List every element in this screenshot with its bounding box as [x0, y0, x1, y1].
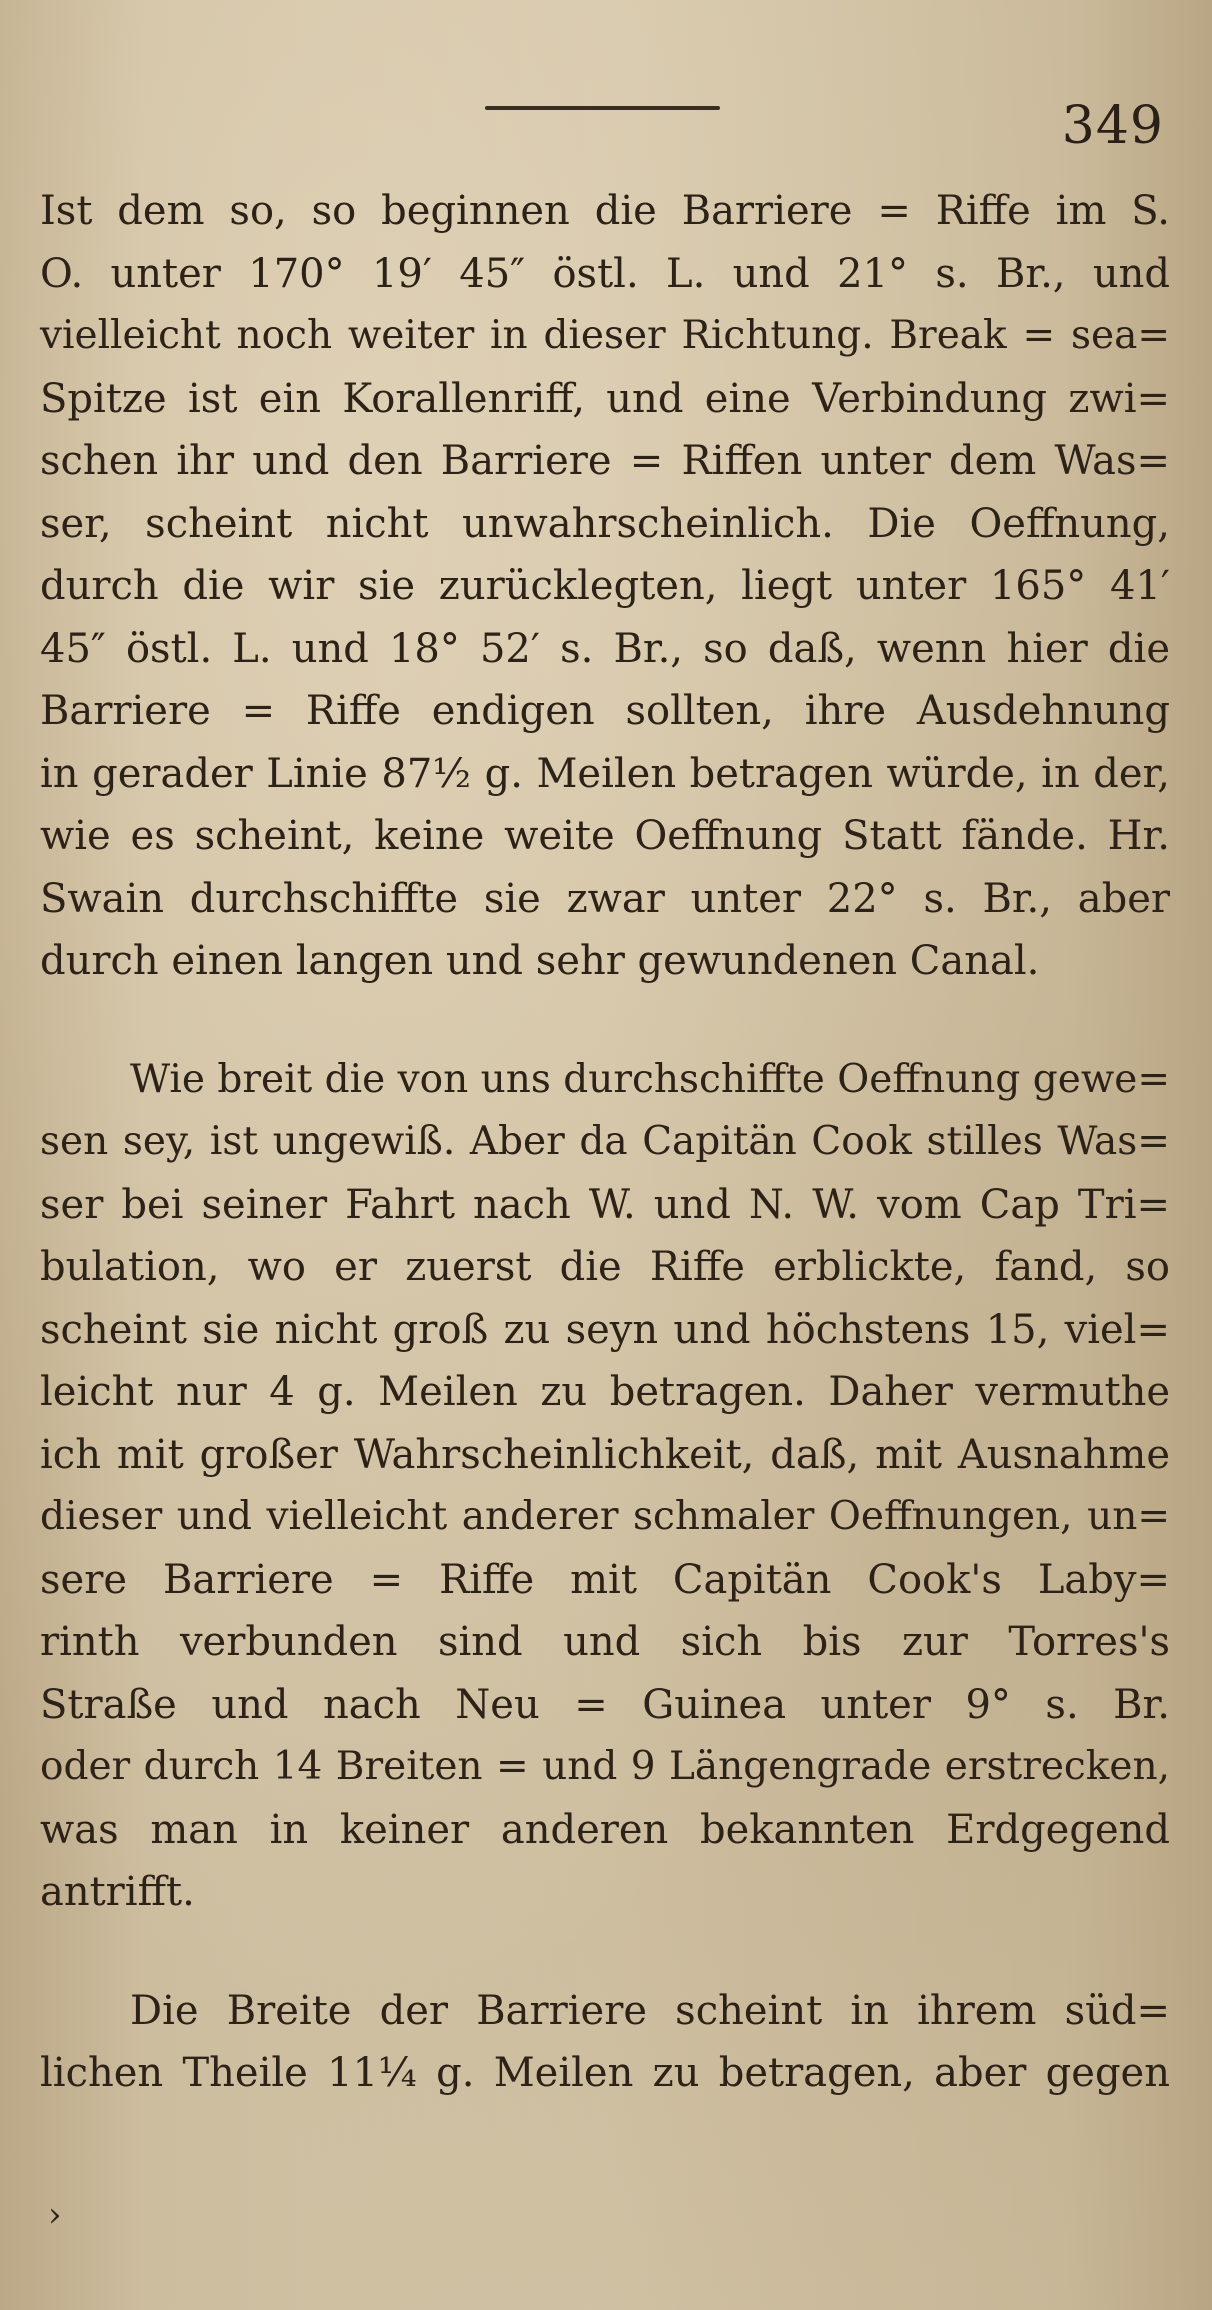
- paragraph-3: [40, 1980, 1170, 2105]
- body-text: [40, 180, 1170, 2105]
- text-line: Swain durchschiffte sie zwar unter 22° s. Br., aber: [40, 875, 1170, 922]
- text-line: wie es scheint, keine weite Oeffnung Statt fände. Hr.: [40, 813, 1170, 859]
- text-line: in gerader Linie 87½ g. Meilen betragen würde, in der,: [40, 750, 1170, 797]
- text-line: bulation, wo er zuerst die Riffe erblickte, fand, so: [40, 1244, 1170, 1290]
- text-line: durch die wir sie zurücklegten, liegt unter 165° 41′: [40, 563, 1170, 609]
- text-line: Die Breite der Barriere scheint in ihrem süd=: [130, 1987, 1170, 2034]
- paragraph-gap: [40, 1924, 1170, 1980]
- text-line: Ist dem so, so beginnen die Barriere = Riffe im S.: [40, 188, 1170, 234]
- paragraph-gap: [40, 993, 1170, 1049]
- text-line: Spitze ist ein Korallenriff, und eine Verbindung zwi=: [40, 375, 1170, 422]
- paragraph-1: [40, 180, 1170, 993]
- page-number: 349: [1061, 96, 1164, 156]
- text-line: ser, scheint nicht unwahrscheinlich. Die Oeffnung,: [40, 500, 1170, 547]
- text-line: leicht nur 4 g. Meilen zu betragen. Daher vermuthe: [40, 1369, 1170, 1415]
- text-line: was man in keiner anderen bekannten Erdgegend: [40, 1806, 1170, 1853]
- text-line: lichen Theile 11¼ g. Meilen zu betragen, aber gegen: [40, 2050, 1170, 2096]
- text-line: Wie breit die von uns durchschiffte Oeffnung gewe=: [130, 1056, 1170, 1102]
- header-rule: [485, 106, 720, 110]
- text-line: schen ihr und den Barriere = Riffen unter dem Was=: [40, 438, 1170, 484]
- text-line: sere Barriere = Riffe mit Capitän Cook's Laby=: [40, 1556, 1170, 1603]
- text-line: 45″ östl. L. und 18° 52′ s. Br., so daß, wenn hier die: [40, 625, 1170, 672]
- text-line: Straße und nach Neu = Guinea unter 9° s. Br.: [40, 1681, 1170, 1728]
- text-line: rinth verbunden sind und sich bis zur Torres's: [40, 1619, 1170, 1665]
- text-line: vielleicht noch weiter in dieser Richtung. Break = sea=: [40, 313, 1170, 358]
- paragraph-2: [40, 1049, 1170, 1924]
- text-line: O. unter 170° 19′ 45″ östl. L. und 21° s. Br., und: [40, 250, 1170, 297]
- text-line: ser bei seiner Fahrt nach W. und N. W. vom Cap Tri=: [40, 1181, 1170, 1228]
- text-line: dieser und vielleicht anderer schmaler Oeffnungen, un=: [40, 1494, 1170, 1539]
- text-line: scheint sie nicht groß zu seyn und höchstens 15, viel=: [40, 1306, 1170, 1353]
- text-line: Barriere = Riffe endigen sollten, ihre Ausdehnung: [40, 688, 1170, 734]
- text-line: ich mit großer Wahrscheinlichkeit, daß, mit Ausnahme: [40, 1431, 1170, 1478]
- printer-mark: ›: [48, 2195, 62, 2235]
- text-line: sen sey, ist ungewiß. Aber da Capitän Cook stilles Was=: [40, 1119, 1170, 1164]
- text-line: oder durch 14 Breiten = und 9 Längengrade erstrecken,: [40, 1744, 1170, 1789]
- text-line: durch einen langen und sehr gewundenen Canal.: [40, 938, 1040, 984]
- text-line: antrifft.: [40, 1869, 195, 1915]
